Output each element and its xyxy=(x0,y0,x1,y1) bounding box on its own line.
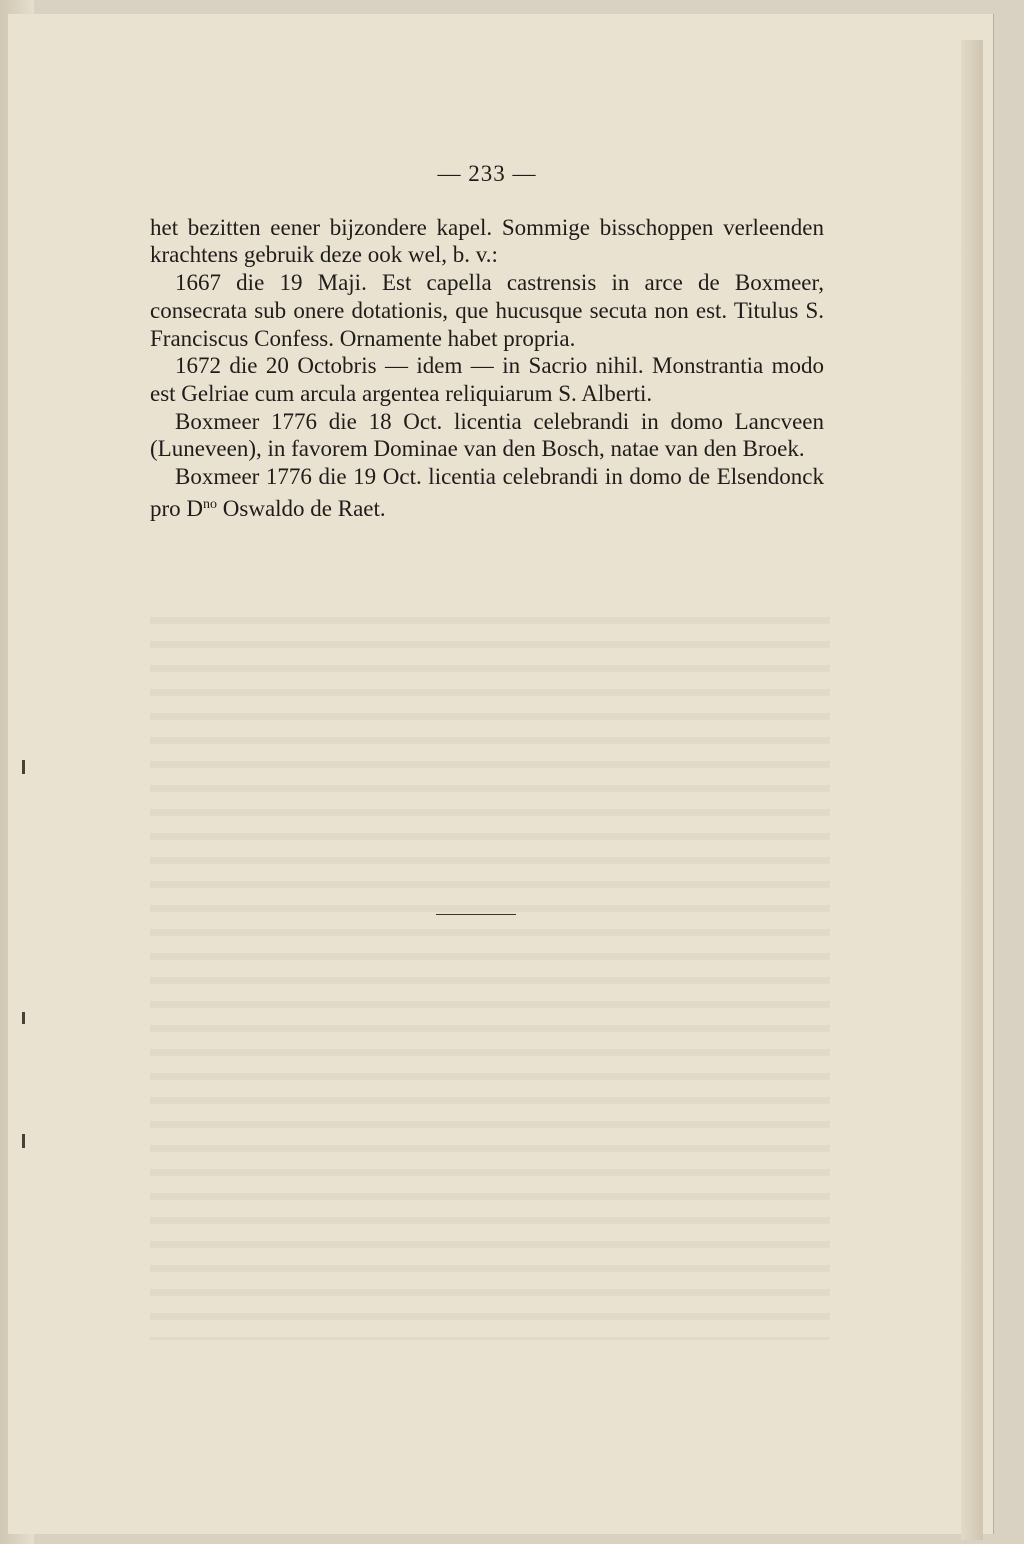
paragraph: 1667 die 19 Maji. Est capella castrensis in arce de Boxmeer, consecrata sub onere dotationis, que hucusque secuta non est. Titulus S. Franciscus Confess. Ornamente habet propria. xyxy=(150,270,824,351)
page-edge xyxy=(961,40,983,1540)
paragraph: het bezitten eener bijzondere kapel. Sommige bisschoppen verleenden krachtens gebruik deze ook wel, b. v.: xyxy=(150,214,824,268)
paragraph: Boxmeer 1776 die 18 Oct. licentia celebrandi in domo Lancveen (Luneveen), in favorem Dominae van den Bosch, natae van den Broek. xyxy=(150,408,824,462)
bleed-through-text xyxy=(150,600,830,1340)
paragraph xyxy=(150,463,824,522)
margin-mark xyxy=(22,1134,25,1148)
superscript: no xyxy=(203,496,218,512)
paragraph-list xyxy=(150,214,824,463)
page-number: — 233 — xyxy=(437,161,537,186)
paragraph: 1672 die 20 Octobris — idem — in Sacrio nihil. Monstrantia modo est Gelriae cum arcula argentea reliquiarum S. Alberti. xyxy=(150,353,824,406)
section-divider xyxy=(436,914,516,915)
page-text xyxy=(150,160,824,522)
paragraph-text: Boxmeer 1776 die 19 Oct. licentia celebrandi in domo de Elsendonck pro D xyxy=(150,464,824,521)
margin-mark xyxy=(22,1012,25,1024)
paragraph-text: Oswaldo de Raet. xyxy=(217,495,386,521)
margin-mark xyxy=(22,760,25,774)
